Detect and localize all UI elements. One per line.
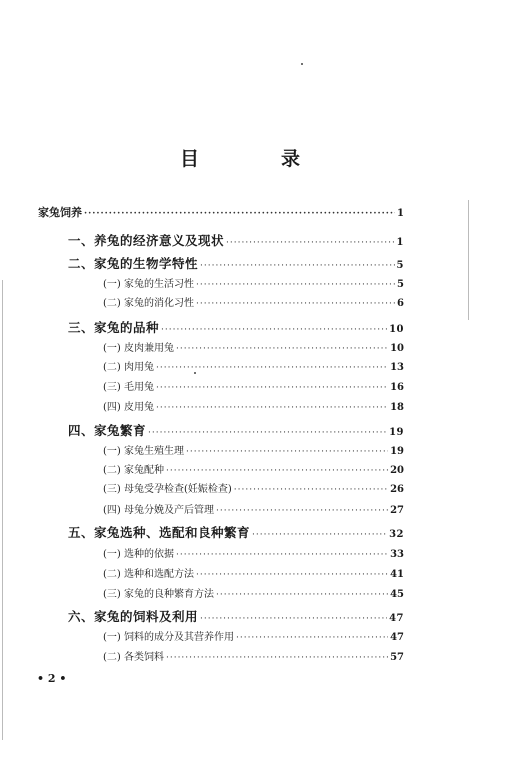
toc-entry-label: (一) 皮肉兼用兔 [103, 343, 174, 354]
toc-entry-label: 六、家兔的饲料及利用 [68, 609, 199, 624]
dot-leader [252, 530, 387, 540]
toc-entry-page-number: 19 [390, 446, 404, 457]
dot-leader [216, 506, 388, 516]
toc-chapter-entry [68, 523, 404, 541]
toc-entry-page-number: 19 [389, 427, 404, 438]
toc-section-entry [103, 378, 404, 393]
toc-section-entry [103, 461, 404, 476]
dot-leader [166, 466, 388, 476]
dot-leader [156, 403, 388, 413]
toc-entry-label: 二、家兔的生物学特性 [68, 256, 199, 271]
toc-part-entry [38, 204, 404, 220]
dot-leader [200, 614, 387, 624]
dot-leader [186, 447, 388, 457]
toc-entry-page-number: 10 [389, 324, 404, 335]
dot-leader [156, 383, 388, 393]
toc-entry-label: (一) 饲料的成分及其营养作用 [103, 632, 234, 643]
toc-entry-page-number: 57 [390, 652, 404, 663]
toc-entry-page-number: 45 [390, 589, 404, 600]
toc-entry-page-number: 18 [390, 402, 404, 413]
dot-leader [226, 238, 395, 248]
scan-speck [194, 372, 196, 374]
dot-leader [84, 209, 395, 219]
toc-entry-page-number: 47 [389, 613, 404, 624]
dot-leader [236, 633, 388, 643]
dot-leader [196, 280, 395, 290]
toc-entry-label: (三) 毛用兔 [103, 382, 154, 393]
dot-leader [161, 325, 387, 335]
dot-leader [176, 550, 388, 560]
toc-entry-page-number: 33 [390, 549, 404, 560]
toc-entry-page-number: 27 [390, 505, 404, 516]
toc-chapter-entry [68, 318, 404, 336]
toc-section-entry [103, 275, 404, 290]
title-char-right: 录 [280, 148, 300, 170]
toc-entry-label: 一、养兔的经济意义及现状 [68, 233, 225, 248]
toc-entry-page-number: 1 [397, 208, 404, 219]
toc-section-entry [103, 501, 404, 516]
toc-entry-label: 三、家兔的品种 [68, 320, 160, 335]
toc-section-entry [103, 628, 404, 643]
toc-entry-label: (一) 家兔的生活习性 [103, 279, 194, 290]
dot-leader [196, 299, 395, 309]
toc-entry-page-number: 41 [390, 569, 404, 580]
toc-entry-label: (二) 家兔配种 [103, 465, 164, 476]
toc-entry-label: (二) 选种和选配方法 [103, 569, 194, 580]
dot-leader [166, 653, 388, 663]
toc-entry-page-number: 47 [390, 632, 404, 643]
toc-entry-label: 四、家兔繁育 [68, 423, 147, 438]
toc-section-entry [103, 442, 404, 457]
toc-chapter-entry [68, 421, 404, 439]
toc-entry-label: (四) 皮用兔 [103, 402, 154, 413]
toc-chapter-entry [68, 254, 404, 272]
toc-entry-label: (二) 家兔的消化习性 [103, 298, 194, 309]
toc-chapter-entry [68, 231, 404, 249]
toc-entry-label: 家兔饲养 [38, 206, 82, 219]
toc-entry-label: 五、家兔选种、选配和良种繁育 [68, 525, 251, 540]
toc-entry-page-number: 20 [390, 465, 404, 476]
toc-chapter-entry [68, 607, 404, 625]
toc-entry-page-number: 26 [390, 484, 404, 495]
toc-entry-page-number: 16 [390, 382, 404, 393]
toc-section-entry [103, 480, 404, 495]
toc-entry-page-number: 13 [390, 362, 404, 373]
toc-entry-label: (一) 家兔生殖生理 [103, 446, 184, 457]
toc-entry-page-number: 6 [397, 298, 404, 309]
toc-section-entry [103, 294, 404, 309]
toc-entry-label: (三) 家兔的良种繁育方法 [103, 589, 214, 600]
dot-leader [176, 344, 388, 354]
scan-edge-left [2, 280, 3, 740]
scan-speck [301, 63, 303, 65]
toc-entry-page-number: 10 [390, 343, 404, 354]
scan-edge-right [468, 200, 469, 320]
toc-entry-page-number: 5 [397, 279, 404, 290]
toc-section-entry [103, 398, 404, 413]
toc-entry-page-number: 5 [396, 260, 404, 271]
toc-entry-page-number: 32 [389, 529, 404, 540]
dot-leader [216, 590, 388, 600]
page-title [180, 144, 300, 171]
toc-entry-label: (二) 各类饲料 [103, 652, 164, 663]
dot-leader [156, 363, 388, 373]
dot-leader [196, 570, 388, 580]
title-char-left: 目 [180, 148, 200, 170]
toc-entry-page-number: 1 [396, 237, 404, 248]
toc-entry-label: (二) 肉用兔 [103, 362, 154, 373]
toc-entry-label: (四) 母兔分娩及产后管理 [103, 505, 214, 516]
toc-section-entry [103, 585, 404, 600]
toc-section-entry [103, 545, 404, 560]
toc-section-entry [103, 565, 404, 580]
toc-entry-label: (一) 选种的依据 [103, 549, 174, 560]
dot-leader [234, 485, 388, 495]
toc-entry-label: (三) 母兔受孕检查(妊娠检查) [103, 484, 232, 495]
toc-section-entry [103, 339, 404, 354]
toc-section-entry [103, 358, 404, 373]
dot-leader [148, 428, 387, 438]
page-number-footer: • 2 • [37, 672, 67, 685]
toc-section-entry [103, 648, 404, 663]
dot-leader [200, 261, 395, 271]
